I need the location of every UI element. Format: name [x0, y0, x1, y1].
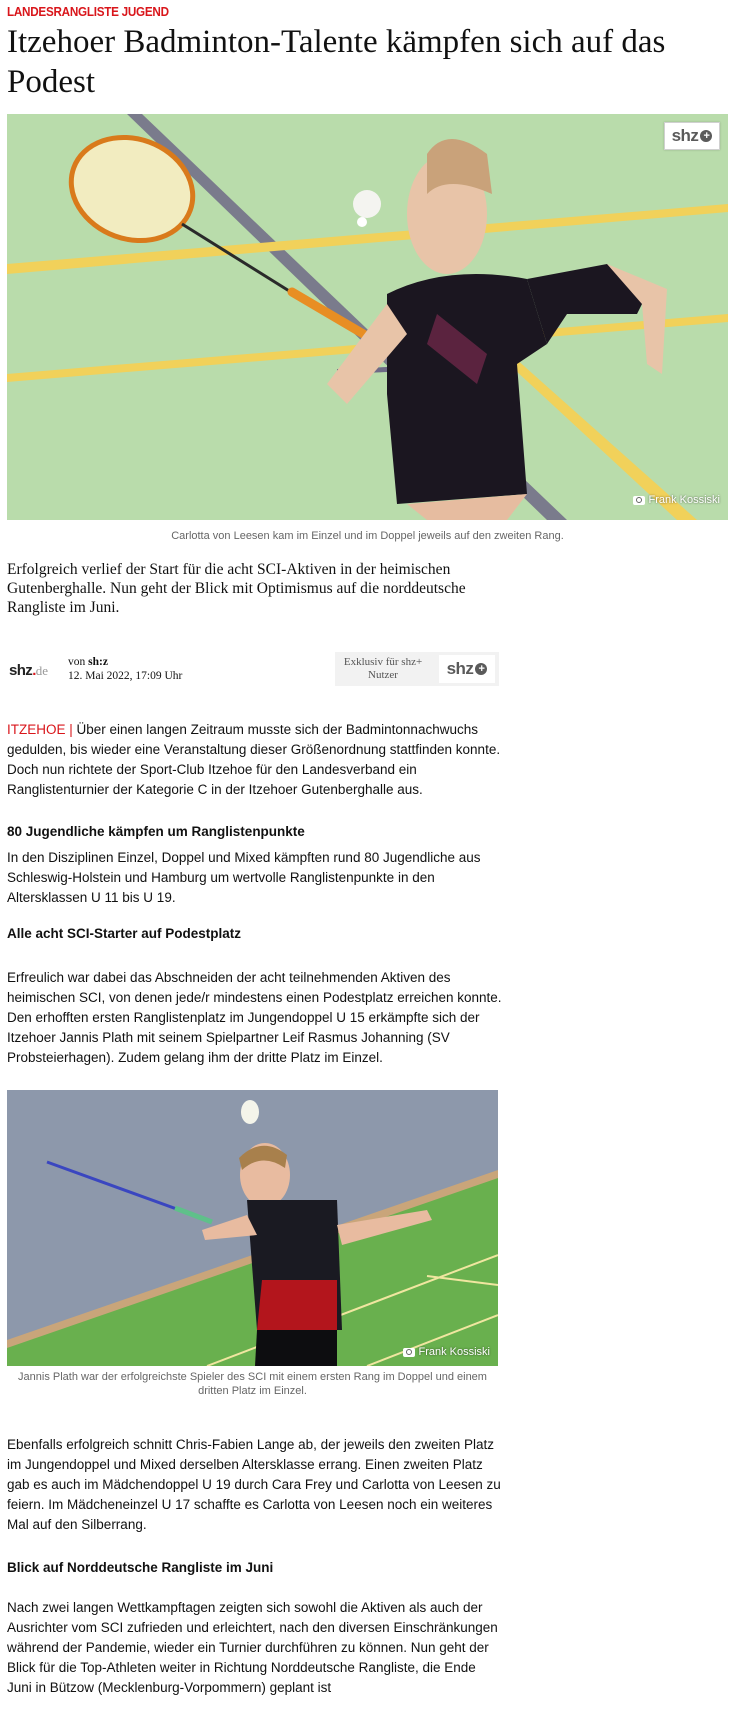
hero-image[interactable]: [7, 114, 728, 520]
inline-image[interactable]: [7, 1090, 498, 1366]
inline-photo-illustration: [7, 1090, 498, 1366]
article-lead: Erfolgreich verlief der Start für die acht SCI-Aktiven in der heimischen Gutenberghalle. Nun geht der Blick mit Optimismus auf die norddeutsche Rangliste im Juni.: [7, 561, 466, 616]
photo-credit: Frank Kossiski: [633, 494, 720, 506]
dateline: ITZEHOE |: [7, 722, 77, 737]
exclusive-text: Exklusiv für shz+ Nutzer: [343, 656, 423, 681]
photo-credit: Frank Kossiski: [403, 1346, 490, 1358]
plus-icon: +: [700, 130, 712, 142]
subhead-3: Blick auf Norddeutsche Rangliste im Juni: [7, 1560, 274, 1575]
byline-meta: von sh:z 12. Mai 2022, 17:09 Uhr: [68, 656, 183, 682]
paragraph-3: Erfreulich war dabei das Abschneiden der acht teilnehmenden Aktiven des heimischen SCI, von denen jede/r mindestens einen Podestplatz erreichen konnte. Den erhofften ersten Ranglistenplatz im Jungendoppel U 15 erkämpfte sich der Itzehoer Jannis Plath mit seinem Spielpartner Leif Rasmus Johanning (SV Probsteierhagen). Zudem gelang ihm der dritte Platz im Einzel.: [7, 970, 502, 1065]
plus-icon: +: [475, 663, 487, 675]
subhead-1: 80 Jugendliche kämpfen um Ranglistenpunkte: [7, 824, 305, 839]
author-name: sh:z: [88, 656, 108, 668]
subhead-2: Alle acht SCI-Starter auf Podestplatz: [7, 926, 242, 941]
shz-plus-logo: shz +: [439, 655, 495, 683]
shz-logo[interactable]: shz.de: [9, 662, 49, 679]
shz-plus-badge: shz +: [664, 122, 720, 150]
publish-date: 12. Mai 2022, 17:09 Uhr: [68, 670, 183, 682]
article-kicker[interactable]: LANDESRANGLISTE JUGEND: [7, 4, 169, 19]
camera-icon: [633, 496, 645, 505]
exclusive-badge[interactable]: [335, 652, 499, 686]
paragraph-4: Ebenfalls erfolgreich schnitt Chris-Fabien Lange ab, der jeweils den zweiten Platz im Jungendoppel und Mixed derselben Altersklasse errang. Einen zweiten Platz gab es auch im Mädchendoppel U 19 durch Cara Frey und Carlotta von Leesen zu feiern. Im Mädcheneinzel U 17 schaffte es Carlotta von Leesen noch ein weiteres Mal auf den Silberrang.: [7, 1437, 501, 1532]
hero-photo-illustration: [7, 114, 728, 520]
inline-caption: Jannis Plath war der erfolgreichste Spieler des SCI mit einem ersten Rang im Doppel und einem dritten Platz im Einzel.: [18, 1371, 487, 1397]
paragraph-2: In den Disziplinen Einzel, Doppel und Mixed kämpften rund 80 Jugendliche aus Schleswig-Holstein und Hamburg um wertvolle Ranglistenpunkte in den Altersklassen U 11 bis U 19.: [7, 850, 481, 905]
paragraph-1: ITZEHOE | Über einen langen Zeitraum musste sich der Badmintonnachwuchs gedulden, bis wieder eine Veranstaltung dieser Größenordnung stattfinden konnte. Doch nun richtete der Sport-Club Itzehoe für den Landesverband ein Ranglistenturnier der Kategorie C in der Itzehoer Gutenberghalle aus.: [7, 722, 501, 797]
camera-icon: [403, 1348, 415, 1357]
hero-caption: Carlotta von Leesen kam im Einzel und im Doppel jeweils auf den zweiten Rang.: [171, 530, 564, 542]
byline: [7, 652, 499, 688]
paragraph-5: Nach zwei langen Wettkampftagen zeigten sich sowohl die Aktiven als auch der Ausrichter vom SCI zufrieden und erleichtert, nach den diversen Einschränkungen während der Pandemie, wieder ein Turnier durchführen zu können. Nun geht der Blick für die Top-Athleten weiter in Richtung Norddeutsche Rangliste, die Ende Juni in Bützow (Mecklenburg-Vorpommern) geplant ist: [7, 1600, 498, 1695]
article-headline: Itzehoer Badminton-Talente kämpfen sich auf das Podest: [7, 24, 666, 100]
